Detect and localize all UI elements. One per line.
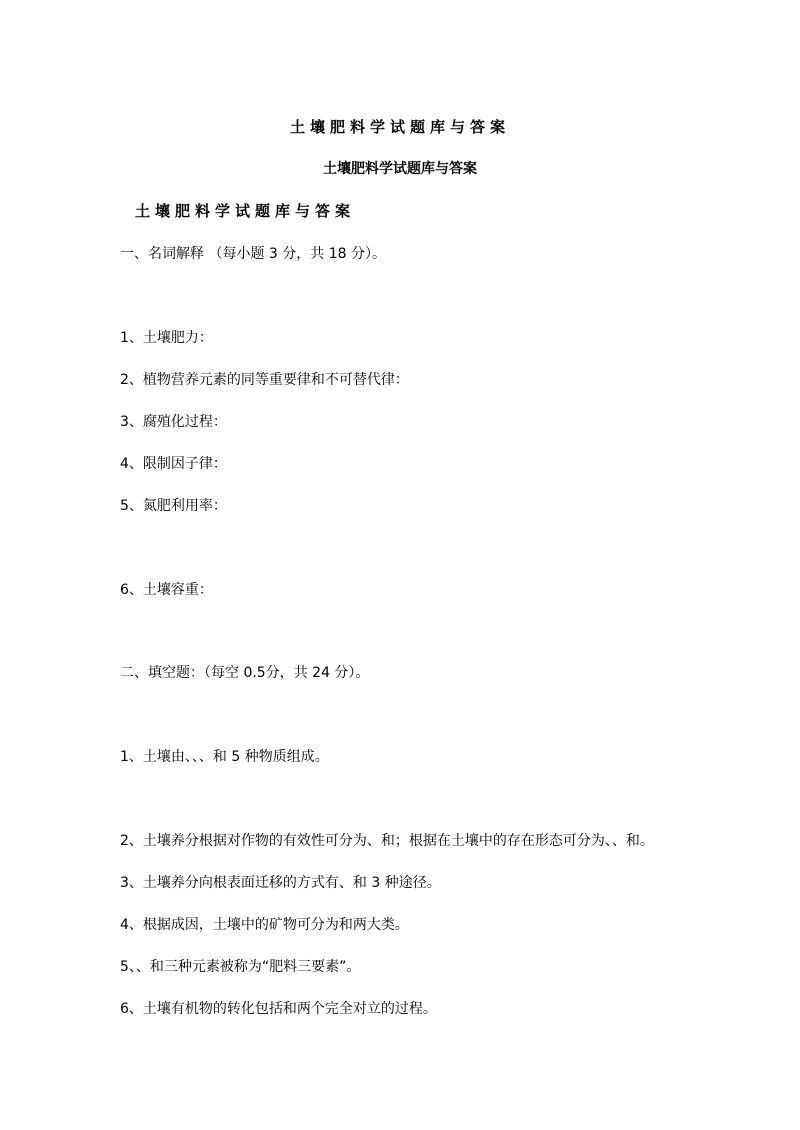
question-item: 5、、和三种元素被称为“肥料三要素”。 bbox=[120, 959, 361, 975]
question-item: 5、氮肥利用率： bbox=[120, 498, 227, 514]
question-item: 3、土壤养分向根表面迁移的方式有、和 3 种途径。 bbox=[120, 875, 441, 891]
question-item: 1、土壤由、、、和 5 种物质组成。 bbox=[120, 749, 329, 765]
question-item: 3、腐殖化过程： bbox=[120, 414, 227, 430]
question-item: 6、土壤容重： bbox=[120, 582, 213, 598]
question-item: 2、植物营养元素的同等重要律和不可替代律： bbox=[120, 372, 409, 388]
section-2-heading: 二、填空题：（每空 0.5分，共 24 分）。 bbox=[120, 665, 370, 681]
document-subtitle: 土壤肥料学试题库与答案 bbox=[323, 161, 477, 177]
question-item: 2、土壤养分根据对作物的有效性可分为、和；根据在土壤中的存在形态可分为、、和。 bbox=[120, 833, 654, 849]
document-title-repeat: 土壤肥料学试题库与答案 bbox=[135, 202, 356, 220]
section-1-heading: 一、名词解释 （每小题 3 分，共 18 分）。 bbox=[120, 246, 386, 262]
document-title: 土壤肥料学试题库与答案 bbox=[289, 118, 510, 136]
question-item: 4、限制因子律： bbox=[120, 456, 227, 472]
question-item: 6、土壤有机物的转化包括和两个完全对立的过程。 bbox=[120, 1001, 437, 1017]
question-item: 1、土壤肥力： bbox=[120, 330, 213, 346]
question-item: 4、根据成因，土壤中的矿物可分为和两大类。 bbox=[120, 917, 409, 933]
